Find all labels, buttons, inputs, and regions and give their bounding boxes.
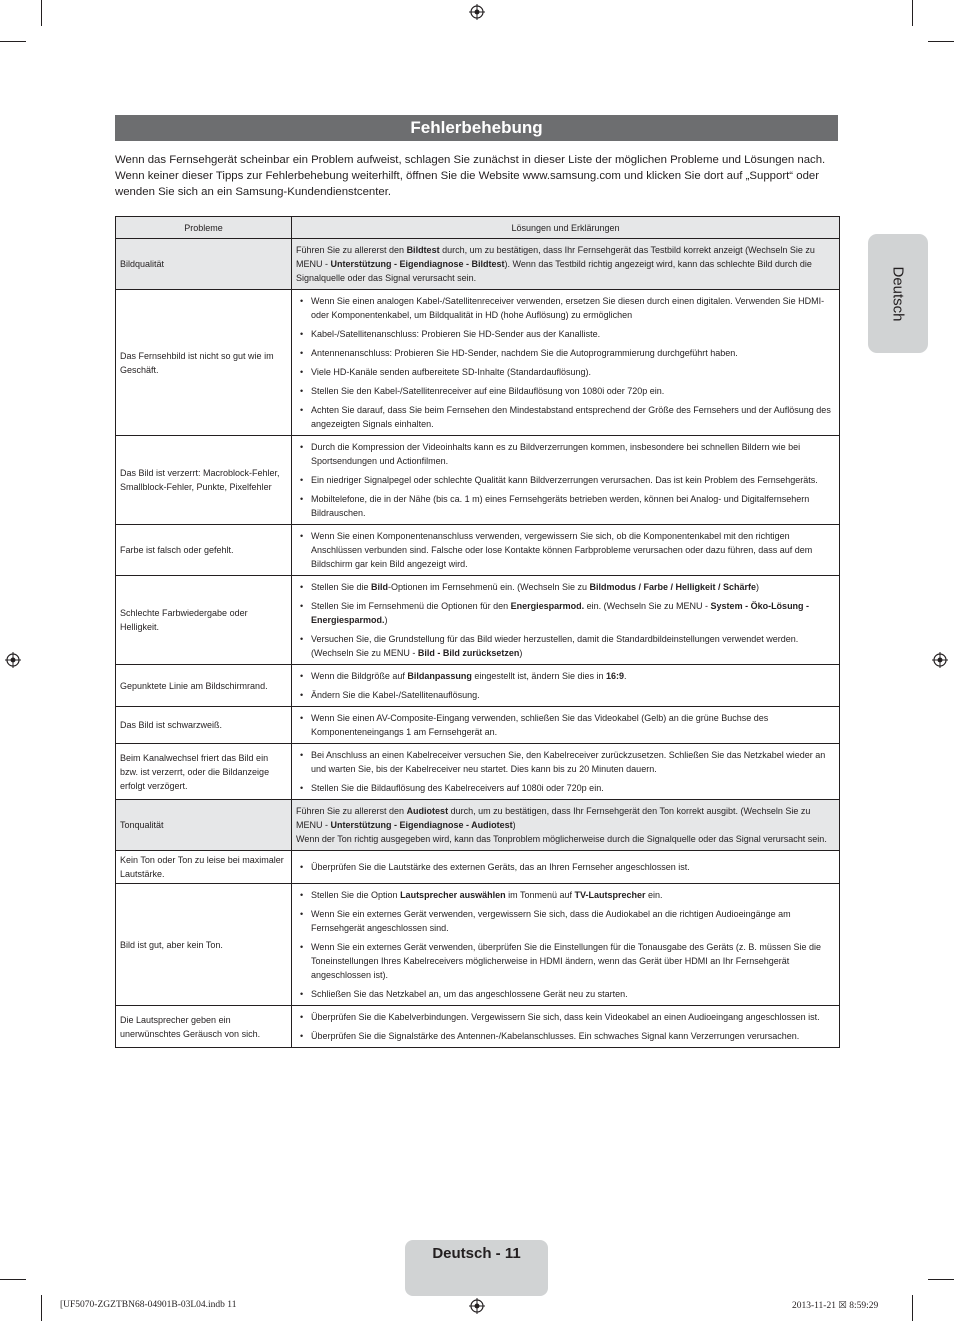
- bold-term: Bildtest: [406, 245, 440, 255]
- solution-bullet: [296, 987, 834, 1001]
- solution-bullet: [296, 327, 834, 341]
- crop-mark: [0, 1279, 26, 1280]
- text-run: Wenn die Bildgröße auf: [311, 671, 408, 681]
- text-run: Wenn Sie einen Komponentenanschluss verwenden, vergewissern Sie sich, ob die Komponentenkabel mit den richtigen Anschlüssen verbunden sind. Falsche oder lose Kontakte können Farbprobleme verursachen oder dazu führen, dass auf dem Bildschirm gar kein Bild angezeigt wird.: [311, 531, 813, 569]
- solution-cell: [292, 884, 840, 1006]
- registration-mark-icon: [469, 1298, 485, 1314]
- text-run: ein.: [645, 890, 663, 900]
- solution-cell: [292, 436, 840, 525]
- table-row: [116, 290, 840, 436]
- solution-list: [296, 294, 834, 431]
- solution-bullet: [296, 669, 834, 683]
- bold-term: Bild - Bild zurücksetzen: [417, 648, 520, 658]
- footer-timestamp: 2013-11-21 ☒ 8:59:29: [792, 1301, 879, 1311]
- text-run: Führen Sie zu allererst den: [296, 806, 407, 816]
- table-body: [116, 239, 840, 1048]
- troubleshooting-table: [115, 216, 840, 1048]
- text-run: im Tonmenü auf: [505, 890, 575, 900]
- solution-bullet: [296, 1010, 834, 1024]
- page-number-tab: Deutsch - 11: [405, 1240, 548, 1296]
- text-run: Wenn Sie ein externes Gerät verwenden, vergewissern Sie sich, dass die Audiokabel an die richtigen Audioeingänge am Fernsehgerät angeschlossen sind.: [311, 909, 791, 933]
- problem-cell: Bild ist gut, aber kein Ton.: [116, 884, 292, 1006]
- table-row: [116, 800, 840, 851]
- problem-cell: Schlechte Farbwiedergabe oder Helligkeit.: [116, 576, 292, 665]
- bold-term: Energiesparmod.: [510, 601, 585, 611]
- bold-term: Bildmodus / Farbe / Helligkeit / Schärfe: [589, 582, 757, 592]
- solution-list: [296, 669, 834, 702]
- text-run: -: [702, 601, 711, 611]
- solution-list: [296, 529, 834, 571]
- text-run: Schließen Sie das Netzkabel an, um das angeschlossene Gerät neu zu starten.: [311, 989, 628, 999]
- solution-bullet: [296, 860, 834, 874]
- solution-bullet: [296, 294, 834, 322]
- crop-mark: [928, 1279, 954, 1280]
- text-run: Überprüfen Sie die Kabelverbindungen. Vergewissern Sie sich, dass kein Videokabel an einen Audioeingang angeschlossen ist.: [311, 1012, 820, 1022]
- solution-list: [296, 1010, 834, 1043]
- table-row: [116, 239, 840, 290]
- bold-term: Bild: [371, 582, 389, 592]
- text-run: Überprüfen Sie die Signalstärke des Antennen-/Kabelanschlusses. Ein schwaches Signal kann Verzerrungen verursachen.: [311, 1031, 800, 1041]
- table-row: [116, 525, 840, 576]
- solution-cell: [292, 665, 840, 707]
- text-run: Viele HD-Kanäle senden aufbereitete SD-Inhalte (Standardauflösung).: [311, 367, 592, 377]
- text-run: Stellen Sie die: [311, 582, 372, 592]
- text-run: Wenn Sie einen analogen Kabel-/Satellitenreceiver verwenden, ersetzen Sie diesen durch einen digitalen. Verwenden Sie HDMI- oder Komponentenkabel, um Bildqualität in HD (hohe Auflösung) zu ermöglichen: [311, 296, 825, 320]
- text-run: Durch die Kompression der Videoinhalts kann es zu Bildverzerrungen kommen, insbesondere bei schnellen Bildern wie bei Sportsendungen und Actionfilmen.: [311, 442, 801, 466]
- bold-term: Lautsprecher auswählen: [400, 890, 506, 900]
- table-row: [116, 436, 840, 525]
- bold-term: TV-Lautsprecher: [574, 890, 646, 900]
- solution-paragraph: [296, 804, 834, 832]
- solution-bullet: [296, 599, 834, 627]
- language-side-tab: [868, 234, 928, 353]
- text-run: Versuchen Sie, die Grundstellung für das Bild wieder herzustellen, damit die Standardbildeinstellungen verwendet werden. (Wechseln Sie zu: [311, 634, 799, 658]
- bold-term: System - Öko-Lösung - Energiesparmod.: [311, 601, 810, 625]
- page-title: Fehlerbehebung: [115, 115, 838, 141]
- problem-cell: Das Bild ist schwarzweiß.: [116, 707, 292, 744]
- problem-cell: Beim Kanalwechsel friert das Bild ein bzw. ist verzerrt, oder die Bildanzeige erfolgt verzögert.: [116, 744, 292, 800]
- text-run: Mobiltelefone, die in der Nähe (bis ca. 1 m) eines Fernsehgeräts betrieben werden, können bei Analog- und Digitalfernsehern Bildrauschen.: [311, 494, 810, 518]
- text-run: Antennenanschluss: Probieren Sie HD-Sender, nachdem Sie die Autoprogrammierung durchgeführt haben.: [311, 348, 738, 358]
- footer-file-info: [UF5070-ZGZTBN68-04901B-03L04.indb 11: [60, 1300, 237, 1310]
- table-row: [116, 1006, 840, 1048]
- solution-bullet: [296, 1029, 834, 1043]
- solution-list: [296, 860, 834, 874]
- text-run: durch, um zu bestätigen, dass Ihr Fernsehgerät das Testbild korrekt anzeigt (Wechseln Sie zu: [439, 245, 815, 255]
- text-run: MENU: [676, 601, 703, 611]
- solution-bullet: [296, 888, 834, 902]
- text-run: Führen Sie zu allererst den: [296, 245, 407, 255]
- solution-paragraph: [296, 832, 834, 846]
- table-row: [116, 851, 840, 884]
- text-run: Bei Anschluss an einen Kabelreceiver versuchen Sie, den Kabelreceiver zurückzusetzen. Schließen Sie das Netzkabel wieder an und warten Sie, bis der Kabelreceiver neu startet. Dies kann bis zu 20 Minuten dauern.: [311, 750, 826, 774]
- bold-term: Bildanpassung: [407, 671, 472, 681]
- problem-cell: Tonqualität: [116, 800, 292, 851]
- solution-bullet: [296, 711, 834, 739]
- registration-mark-icon: [5, 652, 21, 668]
- solution-cell: [292, 744, 840, 800]
- solution-bullet: [296, 940, 834, 982]
- text-run: Wenn der Ton richtig ausgegeben wird, kann das Tonproblem möglicherweise durch die Signalquelle oder das Signal verursacht sein.: [296, 834, 827, 844]
- problem-cell: Gepunktete Linie am Bildschirmrand.: [116, 665, 292, 707]
- text-run: Wenn Sie ein externes Gerät verwenden, überprüfen Sie die Einstellungen für die Tonausgabe des Geräts (z. B. müssen Sie die Toneinstellungen Ihres Kabelreceivers möglicherweise in HDMI ändern, wenn das Gerät über HDMI an Ihr Fernsehgerät angeschlossen ist).: [311, 942, 821, 980]
- table-row: [116, 707, 840, 744]
- solution-cell: [292, 800, 840, 851]
- solution-bullet: [296, 529, 834, 571]
- solution-list: [296, 748, 834, 795]
- text-run: eingestellt ist, ändern Sie dies in: [471, 671, 606, 681]
- text-run: Kabel-/Satellitenanschluss: Probieren Sie HD-Sender aus der Kanalliste.: [311, 329, 601, 339]
- text-run: Achten Sie darauf, dass Sie beim Fernsehen den Mindestabstand entsprechend der Größe des Fernsehers und der Auflösung des angezeigten Signals einhalten.: [311, 405, 831, 429]
- text-run: ein. (Wechseln Sie zu: [584, 601, 677, 611]
- registration-mark-icon: [932, 652, 948, 668]
- text-run: -: [322, 259, 331, 269]
- solution-bullet: [296, 492, 834, 520]
- crop-mark: [0, 41, 26, 42]
- solution-cell: [292, 525, 840, 576]
- solution-cell: [292, 1006, 840, 1048]
- text-run: ): [519, 648, 523, 658]
- bold-term: Unterstützung - Eigendiagnose - Bildtest: [330, 259, 505, 269]
- bold-term: Audiotest: [406, 806, 449, 816]
- language-side-tab-label: Deutsch: [889, 265, 907, 322]
- text-run: durch, um zu bestätigen, dass Ihr Fernsehgerät den Ton korrekt ausgibt. (Wechseln Sie zu: [448, 806, 811, 816]
- solution-cell: [292, 851, 840, 884]
- text-run: MENU: [296, 820, 323, 830]
- problem-cell: Farbe ist falsch oder gefehlt.: [116, 525, 292, 576]
- text-run: ). Wenn das Testbild richtig angezeigt wird, kann das schlechte Bild durch die Signalquelle oder das Signal verursacht sein.: [296, 259, 812, 283]
- solution-bullet: [296, 781, 834, 795]
- solution-cell: [292, 290, 840, 436]
- text-run: -: [409, 648, 418, 658]
- text-run: Stellen Sie die Option: [311, 890, 401, 900]
- bold-term: 16:9: [605, 671, 624, 681]
- solution-cell: [292, 239, 840, 290]
- text-run: -: [322, 820, 331, 830]
- bold-term: Unterstützung - Eigendiagnose - Audiotest: [330, 820, 513, 830]
- solution-bullet: [296, 748, 834, 776]
- text-run: Überprüfen Sie die Lautstärke des externen Geräts, das an Ihren Fernseher angeschlossen ist.: [311, 862, 690, 872]
- text-run: MENU: [296, 259, 323, 269]
- text-run: Stellen Sie im Fernsehmenü die Optionen für den: [311, 601, 511, 611]
- text-run: Stellen Sie die Bildauflösung des Kabelreceivers auf 1080i oder 720p ein.: [311, 783, 604, 793]
- solution-bullet: [296, 440, 834, 468]
- registration-mark-icon: [469, 4, 485, 20]
- solution-bullet: [296, 365, 834, 379]
- problem-cell: Das Fernsehbild ist nicht so gut wie im Geschäft.: [116, 290, 292, 436]
- problem-cell: Bildqualität: [116, 239, 292, 290]
- solution-bullet: [296, 632, 834, 660]
- problem-cell: Die Lautsprecher geben ein unerwünschtes Geräusch von sich.: [116, 1006, 292, 1048]
- text-run: .: [624, 671, 627, 681]
- solution-paragraph: [296, 243, 834, 285]
- solution-list: [296, 888, 834, 1001]
- crop-mark: [912, 0, 913, 26]
- crop-mark: [912, 1295, 913, 1321]
- table-row: [116, 744, 840, 800]
- column-header-problems: Probleme: [116, 217, 292, 239]
- solution-bullet: [296, 403, 834, 431]
- text-run: -Optionen im Fernsehmenü ein. (Wechseln Sie zu: [388, 582, 590, 592]
- solution-list: [296, 580, 834, 660]
- solution-bullet: [296, 688, 834, 702]
- solution-list: [296, 711, 834, 739]
- table-row: [116, 576, 840, 665]
- intro-paragraph: Wenn das Fernsehgerät scheinbar ein Problem aufweist, schlagen Sie zunächst in dieser Liste der möglichen Probleme und Lösungen nach. Wenn keiner dieser Tipps zur Fehlerbehebung weiterhilft, öffnen Sie die Website www.samsung.com und klicken Sie dort auf „Support“ oder wenden Sie sich an ein Samsung-Kundendienstcenter.: [115, 154, 826, 198]
- text-run: Ein niedriger Signalpegel oder schlechte Qualität kann Bildverzerrungen verursachen. Das ist kein Problem des Fernsehgeräts.: [311, 475, 818, 485]
- solution-cell: [292, 707, 840, 744]
- column-header-solutions: Lösungen und Erklärungen: [292, 217, 840, 239]
- text-run: Stellen Sie den Kabel-/Satellitenreceiver auf eine Bildauflösung von 1080i oder 720p ein.: [311, 386, 665, 396]
- text-run: ): [756, 582, 760, 592]
- solution-bullet: [296, 473, 834, 487]
- crop-mark: [41, 0, 42, 26]
- solution-bullet: [296, 907, 834, 935]
- table-row: [116, 884, 840, 1006]
- text-run: ): [384, 615, 388, 625]
- solution-bullet: [296, 346, 834, 360]
- text-run: ): [512, 820, 516, 830]
- crop-mark: [41, 1295, 42, 1321]
- crop-mark: [928, 41, 954, 42]
- table-row: [116, 665, 840, 707]
- problem-cell: Kein Ton oder Ton zu leise bei maximaler Lautstärke.: [116, 851, 292, 884]
- solution-bullet: [296, 580, 834, 594]
- solution-cell: [292, 576, 840, 665]
- solution-bullet: [296, 384, 834, 398]
- text-run: MENU: [383, 648, 410, 658]
- text-run: Ändern Sie die Kabel-/Satellitenauflösung.: [311, 690, 480, 700]
- problem-cell: Das Bild ist verzerrt: Macroblock-Fehler, Smallblock-Fehler, Punkte, Pixelfehler: [116, 436, 292, 525]
- solution-list: [296, 440, 834, 520]
- text-run: Wenn Sie einen AV-Composite-Eingang verwenden, schließen Sie das Videokabel (Gelb) an die grüne Buchse des Komponenteneingangs 1 am Fernsehgerät an.: [311, 713, 769, 737]
